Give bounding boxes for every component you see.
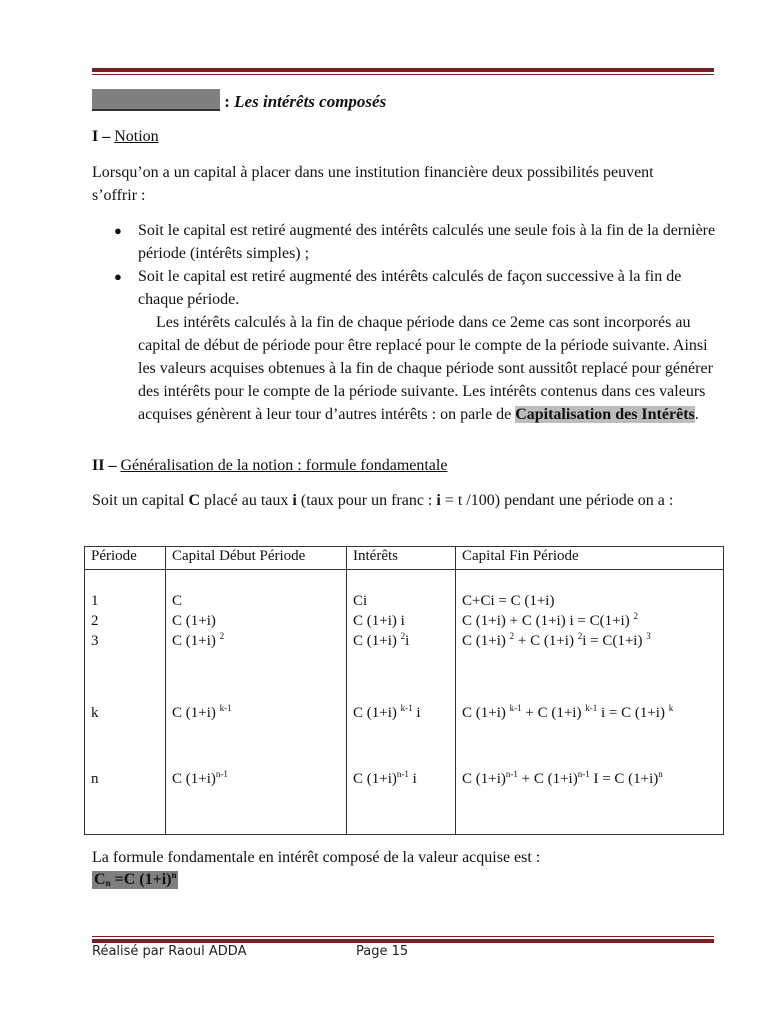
page-title: [92, 89, 386, 112]
title-text: Les intérêts composés: [234, 92, 387, 111]
conclusion-text: La formule fondamentale en intérêt composé de la valeur acquise est :: [92, 849, 541, 866]
list-item: ● Soit le capital est retiré augmenté des intérêts calculés de façon successive à la fin de chaque période.: [92, 265, 718, 311]
section-2-heading: II – Généralisation de la notion : formule fondamentale: [92, 457, 448, 474]
section-1-heading: I – Notion: [92, 128, 159, 145]
title-separator: :: [224, 92, 230, 111]
section-2-intro: Soit un capital C placé au taux i (taux pour un franc : i = t /100) pendant une période on a :: [92, 492, 674, 509]
footer-rule: [92, 936, 714, 943]
section-1-intro: Lorsqu’on a un capital à placer dans une institution financière deux possibilités peuvent s’offrir :: [92, 164, 654, 204]
col-capital-debut: C C (1+i) C (1+i) $^2$ C (1+i) $^{k-1}$ C $(1+i)^{n-1}$: [166, 570, 347, 835]
header-capital-debut: Capital Début Période: [166, 547, 347, 570]
capitalisation-paragraph: Les intérêts calculés à la fin de chaque période dans ce 2eme cas sont incorporés au capital de début de période pour être replacé pour le compte de la période suivante. Ainsi les valeurs acquises obtenues à la fin de chaque période sont aussitôt replacé pour générer des intérêts pour le compte de la période suivante. Les intérêts contenus dans ces valeurs acquises génèrent à leur tour d’autres intérêts : on parle de Capitalisation des Intérêts.: [138, 314, 713, 423]
list-item: ● Soit le capital est retiré augmenté des intérêts calculés une seule fois à la fin de la dernière période (intérêts simples) ;: [92, 219, 718, 265]
footer-page-number: Page 15: [356, 944, 409, 959]
highlight-capitalisation: Capitalisation des Intérêts: [515, 406, 695, 423]
section-1-body: [92, 219, 718, 426]
header-periode: Période: [85, 547, 166, 570]
header-interets: Intérêts: [347, 547, 456, 570]
bullet-icon: ●: [114, 223, 122, 238]
compound-interest-table: [84, 546, 724, 835]
header-rule: [92, 68, 714, 75]
footer-author: Réalisé par Raoul ADDA: [92, 944, 247, 959]
redacted-chapter-label: [92, 89, 220, 111]
header-capital-fin: Capital Fin Période: [456, 547, 724, 570]
col-interets: Ci C (1+i) i C (1+i) $^2$i C (1+i) $^{k-1}$ i C $(1+i)^{n-1}$ i: [347, 570, 456, 835]
col-capital-fin: C+Ci = C (1+i) C (1+i) + C (1+i) i = C(1+i) $^2$ C (1+i) $^2$ + C (1+i) $^2$i = C(1+i) $^3$ C (1+i) $^{k-1}$ + C (1+i) $^{k-1}$ i = C (1+i) $^k$ C $(1+i)^{n-1} + C$ $(1+i)^{n-1}$ I = C $(1+i)^n$: [456, 570, 724, 835]
col-periode: 1 2 3 k n: [85, 570, 166, 835]
bullet-list: [92, 219, 718, 311]
bullet-icon: ●: [114, 269, 122, 284]
fundamental-formula: $C_n =C$ $(1+i)^n$: [94, 870, 177, 888]
